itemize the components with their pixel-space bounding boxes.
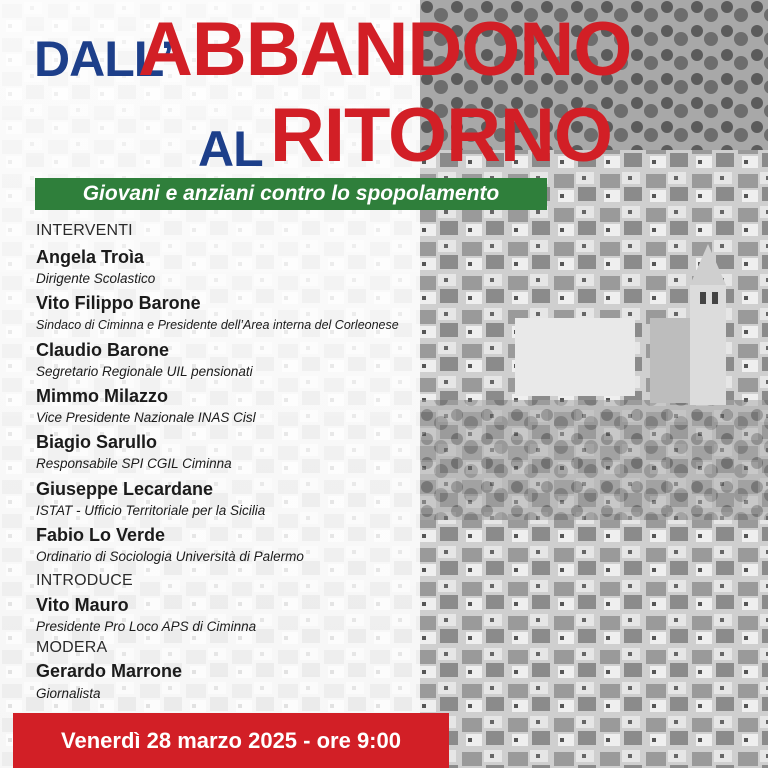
speaker-name: Biagio Sarullo <box>36 432 158 452</box>
title-word-al: AL <box>198 121 263 177</box>
title-word-dall: DALL’ <box>34 31 174 87</box>
speaker-role: Responsabile SPI CGIL Ciminna <box>36 456 232 471</box>
title-word-ritorno: RITORNO <box>270 93 613 178</box>
speaker-name: Mimmo Milazzo <box>36 386 169 406</box>
speaker-role: Vice Presidente Nazionale INAS Cisl <box>36 410 256 425</box>
moderator-role: Giornalista <box>36 686 101 701</box>
section-interventi: INTERVENTI <box>36 222 133 239</box>
speaker-role: Ordinario di Sociologia Università di Palermo <box>36 549 304 564</box>
title-word-abbandono: ABBANDONO <box>138 7 632 92</box>
event-date-banner: Venerdì 28 marzo 2025 - ore 9:00 <box>13 713 449 768</box>
speaker-name: Angela Troìa <box>36 247 145 267</box>
speaker-name: Fabio Lo Verde <box>36 525 166 545</box>
section-introduce: INTRODUCE <box>36 572 133 589</box>
speaker-name: Vito Filippo Barone <box>36 293 201 313</box>
speaker-role: Sindaco di Ciminna e Presidente dell’Area interna del Corleonese <box>36 318 399 332</box>
introducer-name: Vito Mauro <box>36 595 129 615</box>
speaker-name: Claudio Barone <box>36 340 170 360</box>
section-modera: MODERA <box>36 639 108 656</box>
subtitle-banner: Giovani e anziani contro lo spopolamento <box>35 178 547 210</box>
speaker-role: ISTAT - Ufficio Territoriale per la Sicilia <box>36 503 266 518</box>
speaker-name: Giuseppe Lecardane <box>36 479 214 499</box>
speaker-role: Dirigente Scolastico <box>36 271 156 286</box>
speaker-role: Segretario Regionale UIL pensionati <box>36 364 253 379</box>
moderator-name: Gerardo Marrone <box>36 661 183 681</box>
introducer-role: Presidente Pro Loco APS di Ciminna <box>36 619 257 634</box>
